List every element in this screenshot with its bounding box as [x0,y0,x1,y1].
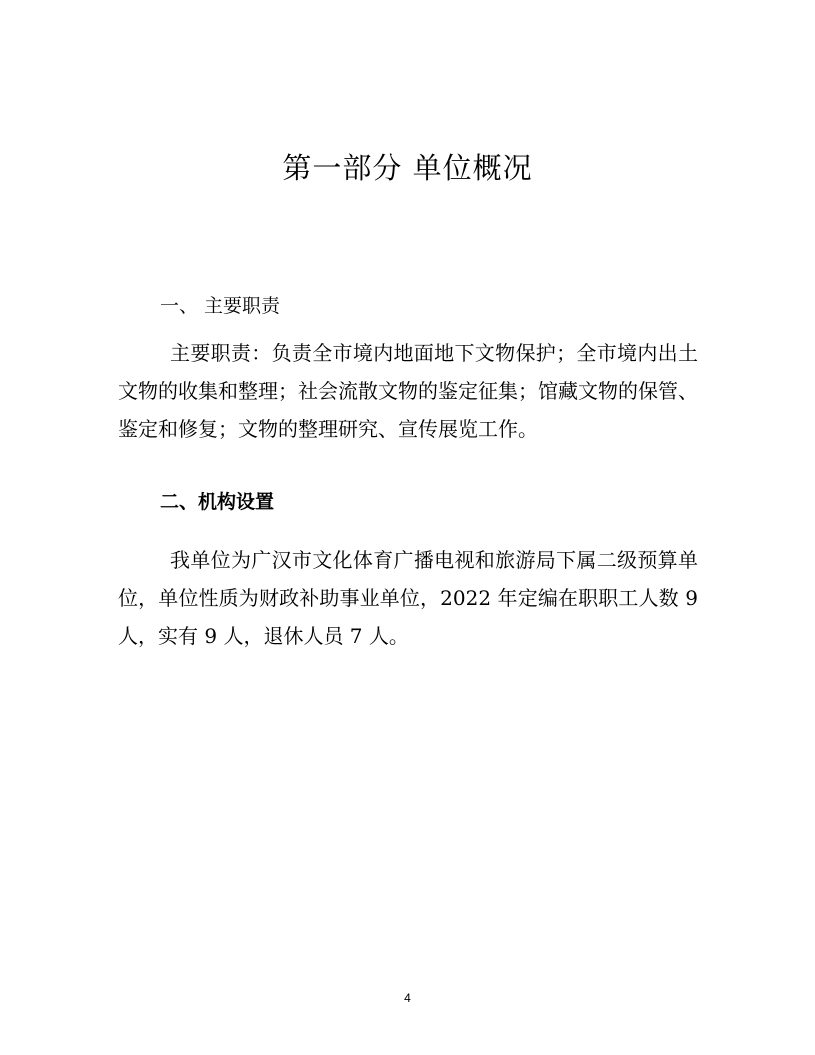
section-heading-organization: 二、机构设置 [160,491,275,513]
section-body-main-duties: 主要职责：负责全市境内地面地下文物保护；全市境内出土文物的收集和整理；社会流散文物的鉴定征集；馆藏文物的保管、鉴定和修复；文物的整理研究、宣传展览工作。 [118,341,698,441]
page-number: 4 [404,991,411,1005]
section-body-organization: 我单位为广汉市文化体育广播电视和旅游局下属二级预算单位，单位性质为财政补助事业单位，2022 年定编在职职工人数 9 人，实有 9 人，退休人员 7 人。 [118,548,698,648]
section-heading-main-duties: 一、 主要职责 [160,295,281,317]
page-title: 第一部分 单位概况 [282,151,533,185]
